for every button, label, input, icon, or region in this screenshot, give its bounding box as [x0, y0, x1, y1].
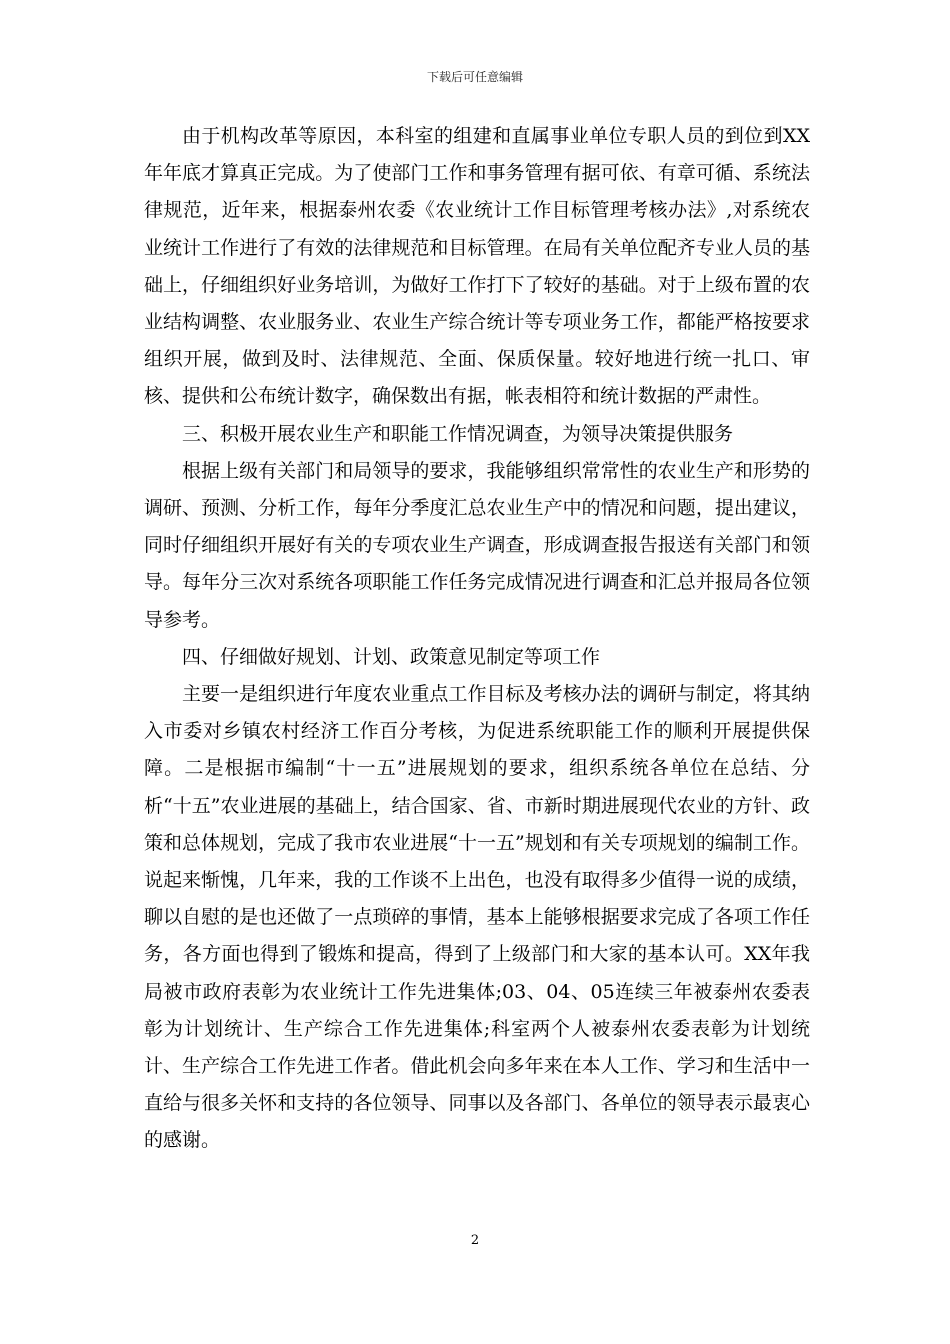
paragraph: 主要一是组织进行年度农业重点工作目标及考核办法的调研与制定，将其纳入市委对乡镇农村经济工作百分考核，为促进系统职能工作的顺利开展提供保障。二是根据市编制“十一五”进展规划的要求，组织系统各单位在总结、分析“十五”农业进展的基础上，结合国家、省、市新时期进展现代农业的方针、政策和总体规划，完成了我市农业进展“十一五”规划和有关专项规划的编制工作。说起来惭愧，几年来，我的工作谈不上出色，也没有取得多少值得一说的成绩，聊以自慰的是也还做了一点琐碎的事情，基本上能够根据要求完成了各项工作任务，各方面也得到了锻炼和提高，得到了上级部门和大家的基本认可。XX年我局被市政府表彰为农业统计工作先进集体;03、04、05连续三年被泰州农委表彰为计划统计、生产综合工作先进集体;科室两个人被泰州农委表彰为计划统计、生产综合工作先进工作者。借此机会向多年来在本人工作、学习和生活中一直给与很多关怀和支持的各位领导、同事以及各部门、各单位的领导表示最衷心的感谢。: [144, 683, 810, 1152]
section-heading: 四、仔细做好规划、计划、政策意见制定等项工作: [182, 645, 601, 668]
paragraph: 根据上级有关部门和局领导的要求，我能够组织常常性的农业生产和形势的调研、预测、分析工作，每年分季度汇总农业生产中的情况和问题，提出建议，同时仔细组织开展好有关的专项农业生产调查，形成调查报告报送有关部门和领导。每年分三次对系统各项职能工作任务完成情况进行调查和汇总并报局各位领导参考。: [144, 459, 810, 631]
document-body: [144, 118, 810, 1160]
paragraph: 由于机构改革等原因，本科室的组建和直属事业单位专职人员的到位到XX年年底才算真正完成。为了使部门工作和事务管理有据可依、有章可循、系统法律规范，近年来，根据泰州农委《农业统计工作目标管理考核办法》,对系统农业统计工作进行了有效的法律规范和目标管理。在局有关单位配齐专业人员的基础上，仔细组织好业务培训，为做好工作打下了较好的基础。对于上级布置的农业结构调整、农业服务业、农业生产综合统计等专项业务工作，都能严格按要求组织开展，做到及时、法律规范、全面、保质保量。较好地进行统一扎口、审核、提供和公布统计数字，确保数出有据，帐表相符和统计数据的严肃性。: [144, 125, 810, 408]
page-number: 2: [470, 1233, 480, 1248]
section-heading: 三、积极开展农业生产和职能工作情况调查，为领导决策提供服务: [182, 422, 734, 445]
page-header: 下载后可任意编辑: [426, 70, 523, 84]
